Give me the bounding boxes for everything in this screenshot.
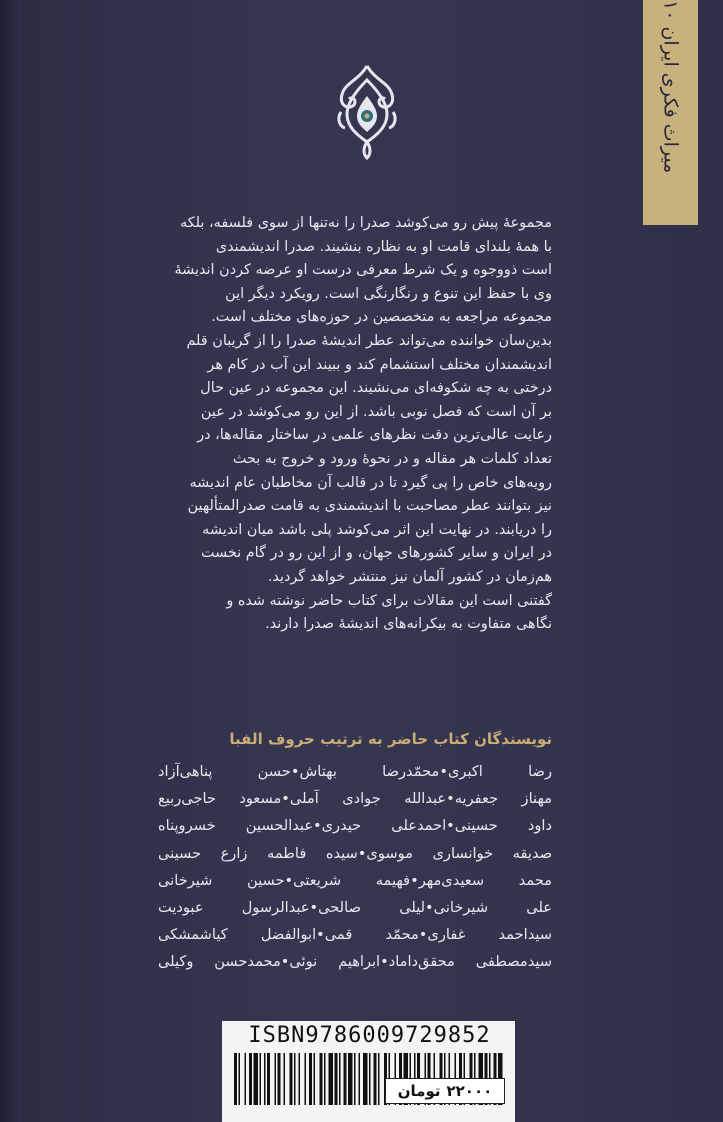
barcode-bar xyxy=(359,1053,361,1105)
barcode-bar xyxy=(260,1053,262,1105)
description-line: با همهٔ بلندای قامت او به نظاره بنشیند. صدرا اندیشمندی xyxy=(215,238,552,255)
authors-heading: نویسندگان کتاب حاضر به ترتیب حروف الفبا xyxy=(229,730,552,748)
barcode-bar xyxy=(254,1053,259,1105)
description-line: هم‌زمان در کشور آلمان نیز منتشر خواهد گردید. xyxy=(267,568,552,585)
authors-line: سیداحمد غفاری•محمّد قمی•ابوالفضل کیاشمشکی xyxy=(158,926,552,944)
barcode-bar xyxy=(278,1053,281,1105)
description-line: تعداد کلمات هر مقاله و در نحوهٔ ورود و خروج به بحث xyxy=(232,450,552,467)
description-line: بر آن است که فصل نوبی باشد. از این رو می‌کوشد در عین xyxy=(200,403,552,420)
barcode-bar xyxy=(363,1053,368,1105)
description-text xyxy=(158,212,552,637)
description-line: مجموعهٔ پیش رو می‌کوشد صدرا را نه‌تنها از سوی فلسفه، بلکه xyxy=(180,215,552,231)
description-line: را دریابند. در نهایت این اثر می‌کوشد پلی باشد میان اندیشه xyxy=(202,521,552,538)
description-line: مجموعه مراجعه به متخصصین در حوزه‌های مختلف است. xyxy=(211,309,552,326)
description-line: است ذووجوه و یک شرط معرفی درست او عرضه کردن اندیشهٔ xyxy=(174,262,552,279)
barcode-bar xyxy=(344,1053,347,1105)
barcode-bar xyxy=(299,1053,301,1105)
authors-list xyxy=(158,758,552,976)
authors-line: سیدمصطفی محقق‌داماد•ابراهیم نوئی•محمدحسن وکیلی xyxy=(158,953,552,971)
barcode-bar xyxy=(320,1053,323,1105)
description-line: در ایران و سایر کشورهای جهان، و از این رو در گام نخست xyxy=(200,545,552,562)
barcode-bar xyxy=(339,1053,341,1105)
barcode-bar xyxy=(294,1053,296,1105)
authors-line: مهناز جعفریه•عبدالله جوادی آملی•مسعود حاجی‌ربیع xyxy=(158,790,552,808)
barcode-bar xyxy=(234,1053,237,1105)
barcode-bar xyxy=(314,1053,316,1105)
barcode-label xyxy=(222,1021,515,1122)
barcode-bar xyxy=(267,1053,270,1105)
price-value: ۲۲۰۰۰ xyxy=(446,1082,493,1100)
price-unit: تومان xyxy=(397,1082,441,1100)
description-line: درختی به چه شکوفه‌ای می‌نشیند. این مجموعه در عین حال xyxy=(200,380,552,397)
price-tag xyxy=(385,1078,505,1104)
barcode-bar xyxy=(249,1053,252,1105)
authors-line: محمد سعیدی‌مهر•فهیمه شریعتی•حسین شیرخانی xyxy=(158,871,552,889)
barcode-bar xyxy=(348,1053,353,1105)
barcode-bar xyxy=(309,1053,312,1105)
authors-line: علی شیرخانی•لیلی صالحی•عبدالرسول عبودیت xyxy=(158,899,552,917)
isbn-text: ISBN9786009729852 xyxy=(248,1023,491,1048)
barcode-bar xyxy=(378,1053,380,1105)
barcode-bar xyxy=(290,1053,293,1105)
barcode-bar xyxy=(374,1053,377,1105)
description-line: بدین‌سان خواننده می‌تواند عطر اندیشهٔ صدرا را از گریبان قلم xyxy=(186,332,552,349)
barcode-bar xyxy=(239,1053,241,1105)
ornament-icon xyxy=(333,62,401,162)
barcode-bar xyxy=(275,1053,277,1105)
description-line: وی با حفظ این تنوع و رنگارنگی است. رویکرد دیگر این xyxy=(225,285,552,302)
barcode-bar xyxy=(335,1053,338,1105)
description-line: رعایت عالی‌ترین دقت نظرهای علمی در ساختار مقاله‌ها، در xyxy=(197,427,552,444)
barcode-bar xyxy=(284,1053,286,1105)
barcode-bar xyxy=(369,1053,371,1105)
barcode-bar xyxy=(354,1053,356,1105)
barcode-bar xyxy=(245,1053,247,1105)
description-line: نگاهی متفاوت به بیکرانه‌های اندیشهٔ صدرا دارند. xyxy=(265,616,552,633)
authors-line: داود حسینی•احمدعلی حیدری•عبدالحسین خسروپناه xyxy=(158,817,552,835)
barcode-bar xyxy=(329,1053,334,1105)
spine-edge xyxy=(0,0,22,1122)
description-line: اندیشمندان مختلف استشمام کند و ببیند این آب در کام هر xyxy=(207,356,552,373)
series-label: میراث فکری ایران ۱۰ xyxy=(643,0,698,225)
authors-line: صدیقه خوانساری موسوی•سیده فاطمه زارع حسینی xyxy=(158,844,552,862)
description-line: گفتنی است این مقالات برای کتاب حاضر نوشته شده و xyxy=(226,592,552,609)
description-line: رویه‌های خاص را پی گیرد تا در قالب آن مخاطبان عام اندیشه xyxy=(189,474,552,491)
barcode-bar xyxy=(264,1053,266,1105)
authors-line: رضا اکبری•محمّدرضا بهتاش•حسن پناهی‌آزاد xyxy=(158,763,552,780)
description-line: نیز بتوانند عطر مصاحبت با اندیشمندی به قامت صدرالمتألهین xyxy=(187,498,552,515)
barcode-bar xyxy=(305,1053,307,1105)
barcode-bar xyxy=(324,1053,326,1105)
